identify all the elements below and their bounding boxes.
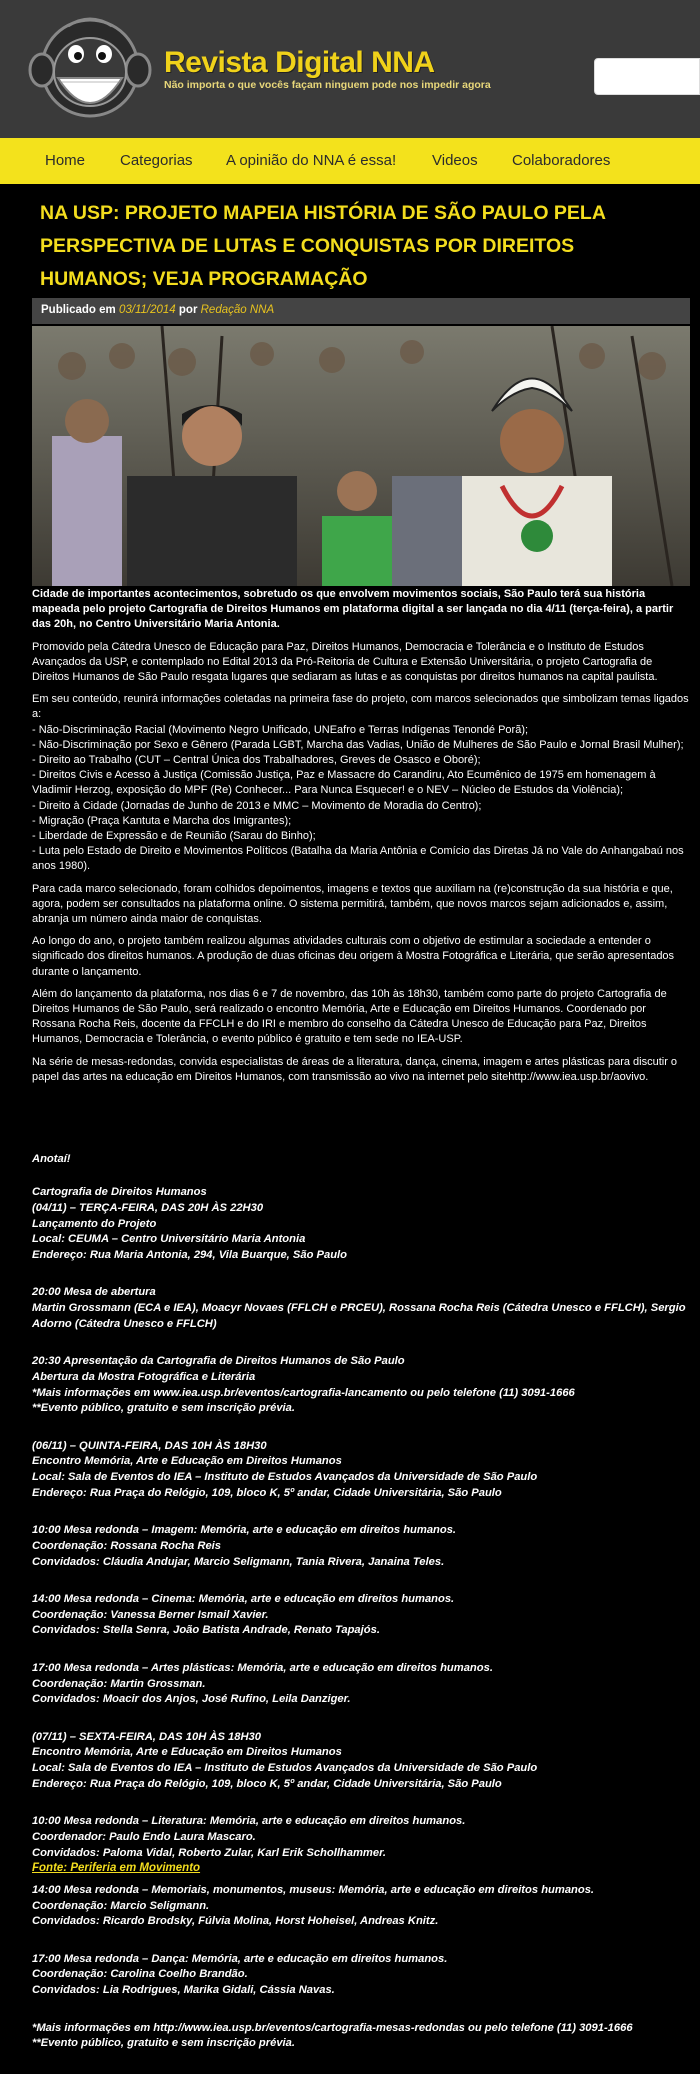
agenda-block: 10:00 Mesa redonda – Literatura: Memória, arte e educação em direitos humanos. Coordenador: Paulo Endo Laura Mascaro. Convidados: Paloma Vidal, Roberto Zular, Karl Erik Schollhammer. xyxy=(32,1815,466,1859)
agenda-block: 14:00 Mesa redonda – Memoriais, monumentos, museus: Memória, arte e educação em direitos humanos. Coordenação: Marcio Seligmann. Convidados: Ricardo Brodsky, Fúlvia Molina, Horst Hoheisel, Andreas Knitz. xyxy=(32,1883,595,1928)
agenda-block: (06/11) – QUINTA-FEIRA, DAS 10H ÀS 18H30 Encontro Memória, Arte e Educação em Direitos Humanos Local: Sala de Eventos do IEA – Instituto de Estudos Avançados da Universidade de São Paulo Endereço: Rua Praça do Relógio, 109, bloco K, 5º andar, Cidade Universitária, São Paulo xyxy=(32,1439,538,1499)
meta-published-label: Publicado em xyxy=(41,304,116,316)
agenda-block: Cartografia de Direitos Humanos (04/11) – TERÇA-FEIRA, DAS 20H ÀS 22H30 Lançamento do Projeto Local: CEUMA – Centro Universitário Maria Antonia Endereço: Rua Maria Antonia, 294, Vila Buarque, São Paulo xyxy=(32,1186,347,1261)
monkey-logo-icon[interactable] xyxy=(28,8,152,130)
article-body xyxy=(32,587,692,1092)
agenda-block: 20:30 Apresentação da Cartografia de Direitos Humanos de São Paulo Abertura da Mostra Fotográfica e Literária *Mais informações em www.iea.usp.br/eventos/cartografia-lancamento ou pelo telefone (11) 3091-1666 **Evento público, gratuito e sem inscrição prévia. xyxy=(32,1355,575,1415)
search-input[interactable] xyxy=(594,58,700,95)
nav-item-home[interactable]: Home xyxy=(45,152,86,169)
article-paragraph: Na série de mesas-redondas, convida especialistas de áreas de a literatura, dança, cinema, imagem e artes plásticas para discutir o papel das artes na educação em Direitos Humanos, com transmissão ao vivo na internet pelo sitehttp://www.iea.usp.br/aovivo. xyxy=(32,1055,678,1083)
site-title[interactable]: Revista Digital NNA xyxy=(164,46,435,79)
nav-item-opiniao[interactable]: A opinião do NNA é essa! xyxy=(226,152,397,169)
article-paragraph: Promovido pela Cátedra Unesco de Educação para Paz, Direitos Humanos, Democracia e Tolerância e o Instituto de Estudos Avançados da USP, e contemplado no Edital 2013 da Pró-Reitoria de Cultura e Extensão Universitária, o projeto Cartografia de Direitos Humanos de São Paulo resgata lugares que sediaram as lutas e as conquistas por direitos humanos na capital paulista. xyxy=(32,640,658,684)
post-author[interactable]: Redação NNA xyxy=(200,304,275,316)
agenda-heading: Anotaí! xyxy=(32,1152,71,1165)
post-title[interactable]: NA USP: PROJETO MAPEIA HISTÓRIA DE SÃO PAULO PELA PERSPECTIVA DE LUTAS E CONQUISTAS POR DIREITOS HUMANOS; VEJA PROGRAMAÇÃO xyxy=(40,202,606,290)
agenda-block: 14:00 Mesa redonda – Cinema: Memória, arte e educação em direitos humanos. Coordenação: Vanessa Berner Ismail Xavier. Convidados: Stella Senra, João Batista Andrade, Renato Tapajós. xyxy=(32,1592,455,1637)
nav-item-videos[interactable]: Videos xyxy=(432,152,478,169)
post-date[interactable]: 03/11/2014 xyxy=(118,304,176,316)
site-tagline: Não importa o que vocês façam ninguem pode nos impedir agora xyxy=(164,79,491,91)
nav-item-colaboradores[interactable]: Colaboradores xyxy=(512,152,611,169)
agenda-block: (07/11) – SEXTA-FEIRA, DAS 10H ÀS 18H30 Encontro Memória, Arte e Educação em Direitos Humanos Local: Sala de Eventos do IEA – Instituto de Estudos Avançados da Universidade de São Paulo Endereço: Rua Praça do Relógio, 109, bloco K, 5º andar, Cidade Universitária, São Paulo xyxy=(32,1730,538,1790)
crowd-photo-illustration xyxy=(32,326,690,586)
agenda-block: 10:00 Mesa redonda – Imagem: Memória, arte e educação em direitos humanos. Coordenação: Rossana Rocha Reis Convidados: Cláudia Andujar, Marcio Seligmann, Tania Rivera, Janaina Teles. xyxy=(32,1524,457,1568)
article-paragraph: Além do lançamento da plataforma, nos dias 6 e 7 de novembro, das 10h às 18h30, também como parte do projeto Cartografia de Direitos Humanos de São Paulo, será realizado o encontro Memória, Arte e Educação em Direitos Humanos. Coordenado por Rossana Rocha Reis, docente da FFCLH e do IRI e membro do conselho da Cátedra Unesco de Educação para Paz, Direitos Humanos, Democracia e Tolerância, o evento público é gratuito e tem sede no IEA-USP. xyxy=(32,987,667,1046)
agenda-block: 17:00 Mesa redonda – Artes plásticas: Memória, arte e educação em direitos humanos. Coordenação: Martin Grossman. Convidados: Moacir dos Anjos, José Rufino, Leila Danziger. xyxy=(32,1661,493,1706)
site-header xyxy=(0,0,700,138)
agenda-block: 20:00 Mesa de abertura Martin Grossmann (ECA e IEA), Moacyr Novaes (FFLCH e PRCEU), Rossana Rocha Reis (Cátedra Unesco e FFLCH), Sergio Adorno (Cátedra Unesco e FFLCH) xyxy=(32,1286,686,1330)
post-photo xyxy=(32,326,690,586)
article-paragraph: Ao longo do ano, o projeto também realizou algumas atividades culturais com o objetivo de estimular a sociedade a entender o significado dos direitos humanos. A produção de duas oficinas deu origem à Mostra Fotográfica e Literária, que serão apresentados durante o lançamento. xyxy=(32,935,675,978)
nav-item-categorias[interactable]: Categorias xyxy=(120,152,193,169)
article-paragraph: Em seu conteúdo, reunirá informações coletadas na primeira fase do projeto, com marcos selecionados que simbolizam temas ligados a: - Não-Discriminação Racial (Movimento Negro Unificado, UNEafro e Terras Indígenas Tenondé Porã); - Não-Discriminação por Sexo e Gênero (Parada LGBT, Marcha das Vadias, União de Mulheres de São Paulo e Jornal Brasil Mulher); - Direito ao Trabalho (CUT – Central Única dos Trabalhadores, Greves de Osasco e Oboré); - Direitos Civis e Acesso à Justiça (Comissão Justiça, Paz e Massacre do Carandiru, Ato Ecumênico de 1975 em homenagem à Vladimir Herzog, exposição do MPF (Re) Conhecer... Para Nunca Esquecer! e o NEV – Núcleo de Estudos da Violência); - Direito à Cidade (Jornadas de Junho de 2013 e MMC – Movimento de Moradia do Centro); - Migração (Praça Kantuta e Marcha dos Imigrantes); - Liberdade de Expressão e de Reunião (Sarau do Binho); - Luta pelo Estado de Direito e Movimentos Políticos (Batalha da Maria Antônia e Comício das Diretas Já no Vale do Anhangabaú nos anos 1980). xyxy=(32,693,689,873)
meta-by-label: por xyxy=(178,304,198,316)
event-agenda xyxy=(32,1136,692,2074)
agenda-block: *Mais informações em http://www.iea.usp.br/eventos/cartografia-mesas-redondas ou pelo telefone (11) 3091-1666 **Evento público, gratuito e sem inscrição prévia. xyxy=(32,2021,633,2050)
article-paragraph: Cidade de importantes acontecimentos, sobretudo os que envolvem movimentos sociais, São Paulo terá sua história mapeada pelo projeto Cartografia de Direitos Humanos em plataforma digital a ser lançada no dia 4/11 (terça-feira), a partir das 20h, no Centro Universitário Maria Antonia. xyxy=(32,588,674,631)
source-link[interactable]: Fonte: Periferia em Movimento xyxy=(32,1862,201,1874)
agenda-block: 17:00 Mesa redonda – Dança: Memória, arte e educação em direitos humanos. Coordenação: Carolina Coelho Brandão. Convidados: Lia Rodrigues, Marika Gidali, Cássia Navas. xyxy=(32,1952,448,1997)
main-nav xyxy=(0,138,700,184)
post-meta xyxy=(32,298,690,324)
article-paragraph: Para cada marco selecionado, foram colhidos depoimentos, imagens e textos que auxiliam na (re)construção da sua história e que, agora, podem ser consultados na plataforma online. O sistema permitirá, também, que novos marcos sejam adicionados e, assim, abranja um número ainda maior de conquistas. xyxy=(32,882,673,926)
